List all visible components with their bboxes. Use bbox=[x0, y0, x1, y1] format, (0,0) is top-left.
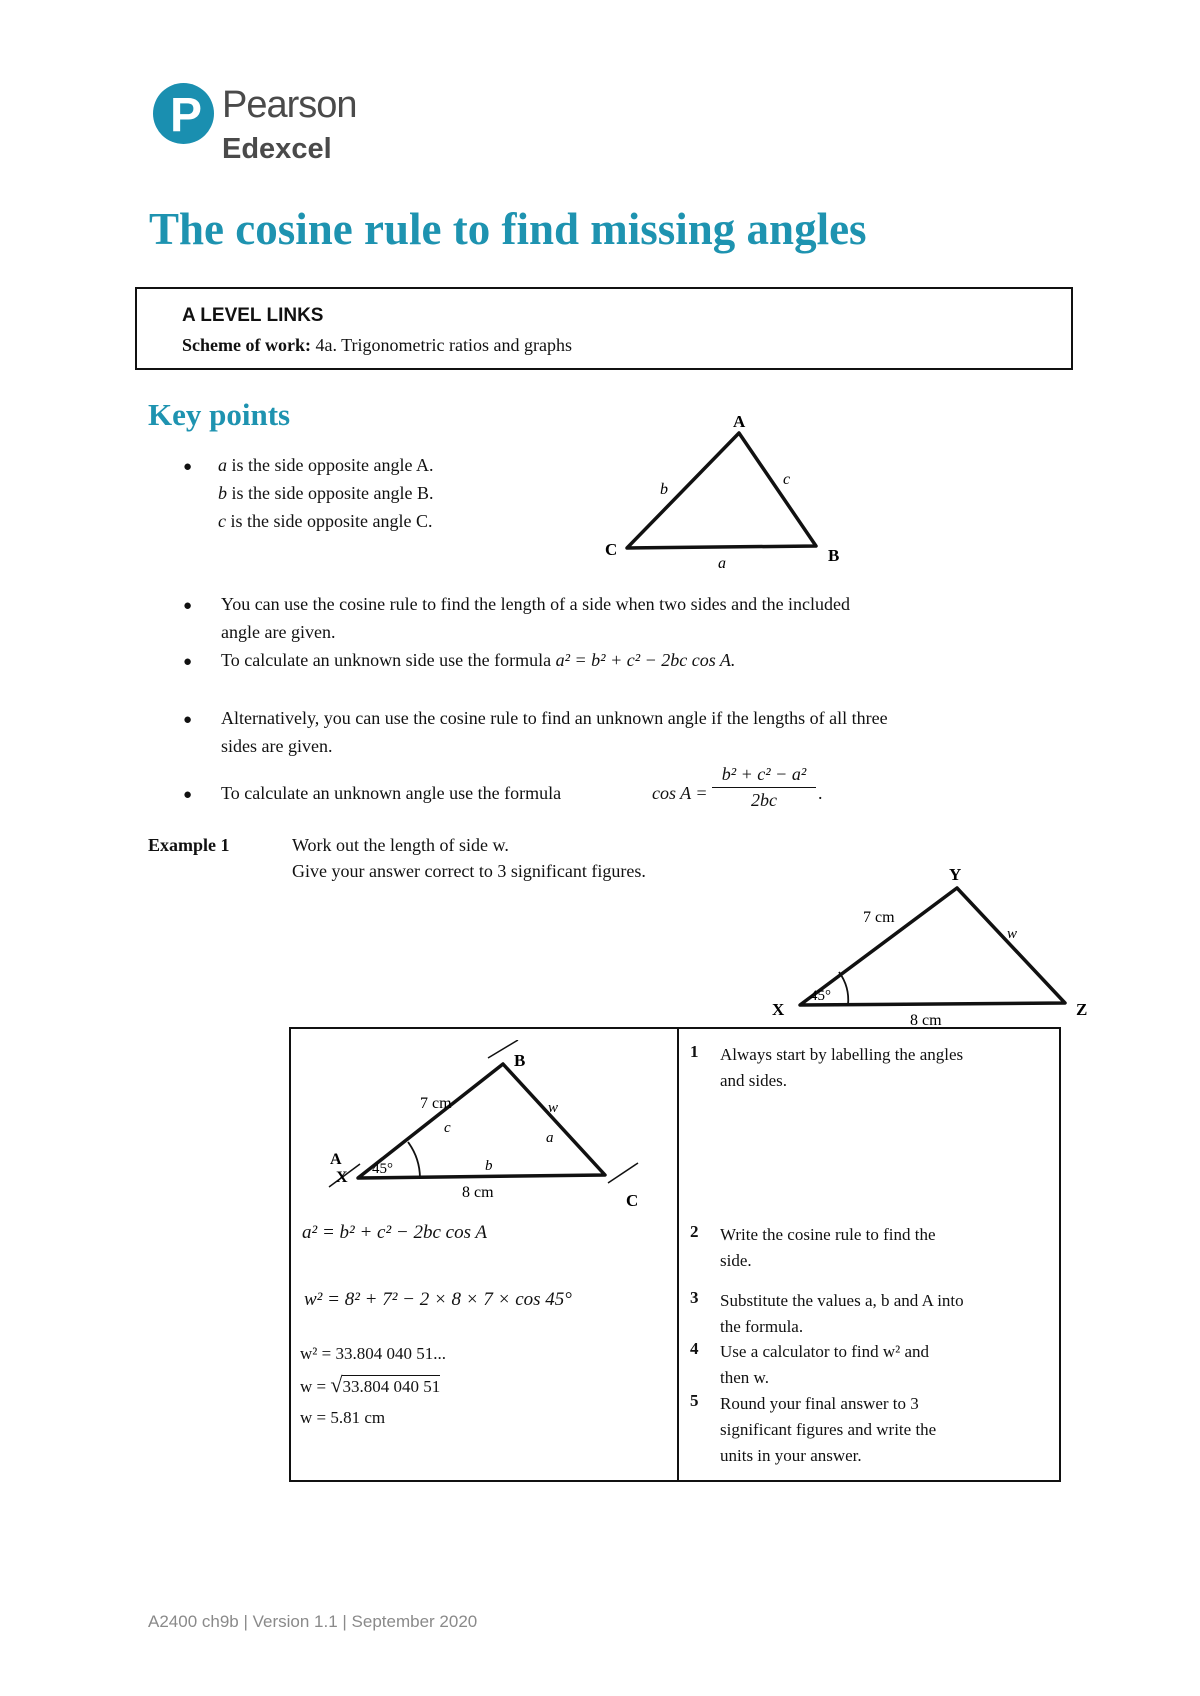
bullet2-line2: angle are given. bbox=[221, 622, 336, 642]
diagram-side-b: b bbox=[485, 1158, 493, 1174]
brand-name: Pearson bbox=[222, 84, 357, 126]
working-eq4 bbox=[300, 1372, 440, 1398]
diagram-side-a: a bbox=[546, 1130, 554, 1146]
side-def-b: is the side opposite angle B. bbox=[231, 483, 434, 503]
vertex-c-label: C bbox=[605, 540, 618, 559]
bullet4-line2: sides are given. bbox=[221, 736, 333, 756]
bullet-dot: ● bbox=[183, 654, 193, 670]
step2-line1: Write the cosine rule to find the bbox=[720, 1225, 936, 1244]
step-number: 1 bbox=[690, 1042, 699, 1061]
cosine-rule-side-text bbox=[221, 590, 850, 646]
triangle-abc-shape bbox=[627, 433, 816, 548]
step-text bbox=[720, 1339, 929, 1391]
step3-line1: Substitute the values a, b and A into bbox=[720, 1291, 964, 1310]
formula-denominator: 2bc bbox=[751, 790, 777, 810]
side-def-c: is the side opposite angle C. bbox=[230, 511, 433, 531]
bullet-dot: ● bbox=[183, 787, 193, 803]
labelled-triangle-shape bbox=[358, 1064, 605, 1178]
vertex-b-label: B bbox=[828, 546, 840, 565]
step1-line2: and sides. bbox=[720, 1071, 788, 1090]
side-yz-label: w bbox=[1007, 926, 1018, 942]
diagram-vertex-x: X bbox=[336, 1169, 348, 1186]
diagram-vertex-b: B bbox=[514, 1051, 526, 1070]
diagram-vertex-a: A bbox=[330, 1151, 342, 1168]
labelled-angle-arc bbox=[408, 1142, 420, 1178]
diagram-side-w: w bbox=[548, 1100, 559, 1116]
working-eq5: w = 5.81 cm bbox=[300, 1408, 386, 1427]
step3-line2: the formula. bbox=[720, 1317, 804, 1336]
vertex-y-label: Y bbox=[949, 865, 962, 884]
example-line2: Give your answer correct to 3 significant figures. bbox=[292, 861, 646, 881]
logo-letter: P bbox=[170, 89, 203, 142]
diagram-vertex-c: C bbox=[626, 1191, 639, 1210]
step5-line3: units in your answer. bbox=[720, 1446, 862, 1465]
a-level-links-box bbox=[135, 287, 1073, 370]
step-text bbox=[720, 1391, 936, 1469]
example-label: Example 1 bbox=[148, 835, 230, 855]
bullet3-text: To calculate an unknown side use the formula bbox=[221, 650, 552, 670]
bullet-dot: ● bbox=[183, 598, 193, 614]
step-number: 4 bbox=[690, 1339, 699, 1358]
diagram-side-7cm: 7 cm bbox=[420, 1095, 452, 1112]
step-number: 2 bbox=[690, 1222, 699, 1241]
step5-line2: significant figures and write the bbox=[720, 1420, 937, 1439]
side-a-label: a bbox=[718, 555, 726, 570]
side-c-label: c bbox=[783, 471, 791, 488]
diagram-angle-45: 45° bbox=[372, 1161, 393, 1177]
formula-period: . bbox=[818, 783, 823, 803]
side-var-a: a bbox=[218, 455, 227, 475]
bullet-dot: ● bbox=[183, 712, 193, 728]
cos-a-label: cos A = bbox=[652, 783, 708, 803]
cosine-rule-angle-text bbox=[221, 704, 888, 760]
diagram-base-8cm: 8 cm bbox=[462, 1184, 494, 1201]
side-formula-line bbox=[221, 646, 735, 674]
example-question bbox=[292, 832, 646, 884]
a-level-links-heading: A LEVEL LINKS bbox=[182, 305, 324, 326]
bullet2-line1: You can use the cosine rule to find the length of a side when two sides and the included bbox=[221, 594, 851, 614]
example-line1: Work out the length of side w. bbox=[292, 835, 509, 855]
angle-formula-fraction bbox=[712, 764, 816, 811]
key-points-heading: Key points bbox=[148, 397, 291, 432]
side-var-c: c bbox=[218, 511, 226, 531]
step2-line2: side. bbox=[720, 1251, 752, 1270]
side-b-label: b bbox=[660, 481, 668, 498]
bullet4-line1: Alternatively, you can use the cosine rule to find an unknown angle if the lengths of all three bbox=[221, 708, 888, 728]
scheme-value: 4a. Trigonometric ratios and graphs bbox=[315, 335, 572, 355]
square-root-icon: √ bbox=[330, 1372, 343, 1397]
step1-line1: Always start by labelling the angles bbox=[720, 1045, 964, 1064]
scheme-label: Scheme of work: bbox=[182, 335, 311, 355]
step-text bbox=[720, 1222, 936, 1274]
page-footer: A2400 ch9b | Version 1.1 | September 2020 bbox=[148, 1612, 478, 1631]
side-xy-label: 7 cm bbox=[863, 909, 895, 926]
vertex-x-label: X bbox=[772, 1000, 785, 1019]
working-eq1: a² = b² + c² − 2bc cos A bbox=[302, 1222, 488, 1243]
side-var-b: b bbox=[218, 483, 227, 503]
triangle-xyz-shape bbox=[800, 888, 1065, 1005]
side-formula: a² = b² + c² − 2bc cos A. bbox=[555, 650, 736, 670]
step5-line1: Round your final answer to 3 bbox=[720, 1394, 919, 1413]
cross-out-z bbox=[608, 1163, 638, 1183]
step4-line1: Use a calculator to find w² and bbox=[720, 1342, 930, 1361]
bullet-dot: ● bbox=[183, 459, 193, 475]
sides-definition-list bbox=[218, 451, 433, 535]
step4-line2: then w. bbox=[720, 1368, 769, 1387]
labelled-triangle-diagram bbox=[320, 1040, 660, 1215]
brand-subtitle: Edexcel bbox=[222, 133, 332, 165]
table-column-divider bbox=[677, 1027, 679, 1482]
working-eq2: w² = 8² + 7² − 2 × 8 × 7 × cos 45° bbox=[304, 1289, 572, 1310]
step-text bbox=[720, 1042, 963, 1094]
vertex-z-label: Z bbox=[1076, 1000, 1088, 1019]
side-xz-label: 8 cm bbox=[910, 1012, 942, 1029]
step-number: 3 bbox=[690, 1288, 699, 1307]
triangle-abc-diagram bbox=[590, 405, 850, 570]
page-title: The cosine rule to find missing angles bbox=[149, 204, 867, 254]
formula-numerator: b² + c² − a² bbox=[712, 764, 816, 788]
diagram-side-c: c bbox=[444, 1120, 451, 1136]
eq4-root-value: 33.804 040 51 bbox=[342, 1377, 441, 1396]
angle-formula-lhs bbox=[652, 779, 708, 807]
angle-45-label: 45° bbox=[810, 988, 831, 1004]
step-number: 5 bbox=[690, 1391, 699, 1410]
scheme-of-work bbox=[182, 335, 572, 356]
angle-formula-intro: To calculate an unknown angle use the formula bbox=[221, 783, 562, 803]
triangle-xyz-diagram bbox=[760, 860, 1100, 1030]
eq4-lhs: w = bbox=[300, 1377, 327, 1396]
working-eq3: w² = 33.804 040 51... bbox=[300, 1344, 446, 1363]
step-text bbox=[720, 1288, 964, 1340]
side-def-a: is the side opposite angle A. bbox=[231, 455, 434, 475]
vertex-a-label: A bbox=[733, 412, 746, 431]
